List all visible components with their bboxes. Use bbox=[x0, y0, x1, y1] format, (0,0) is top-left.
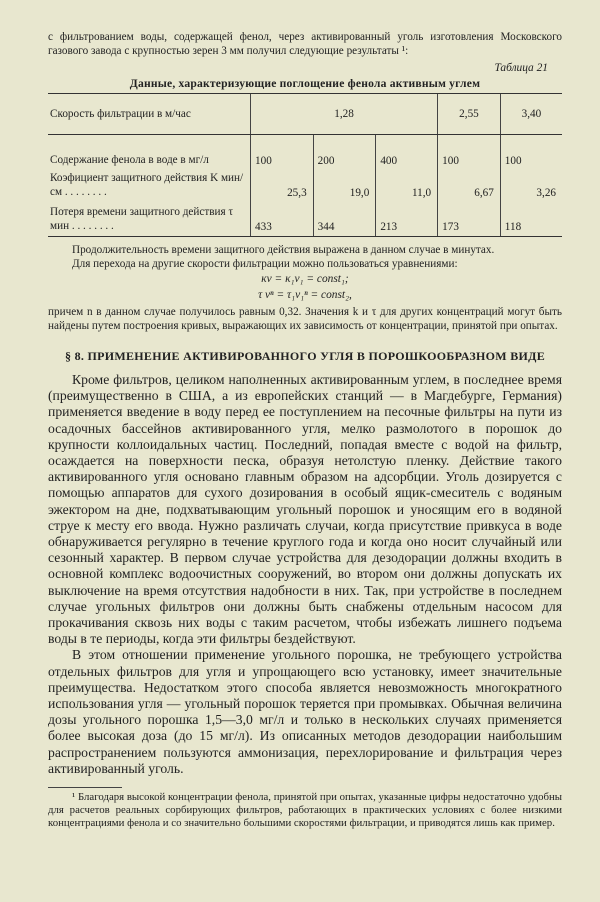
table-cell: 344 bbox=[313, 199, 376, 237]
table-cell: 19,0 bbox=[313, 167, 376, 199]
table-cell: 433 bbox=[251, 199, 314, 237]
table-cell: 25,3 bbox=[251, 167, 314, 199]
note-equations: Для перехода на другие скорости фильтрации можно пользоваться уравнениями: bbox=[72, 258, 458, 270]
formula-2: τ vⁿ = τ₁v₁ⁿ = const₂, bbox=[258, 289, 352, 301]
table-cell: 11,0 bbox=[376, 167, 438, 199]
note-exponent: причем n в данном случае получилось равным 0,32. Значения k и τ для других концентраций могут быть найдены путем построения кривых, выражающих их зависимость от концентрации, принятой при опытах. bbox=[48, 306, 562, 332]
table-title: Данные, характеризующие поглощение фенола активным углем bbox=[129, 77, 481, 90]
footnote-divider bbox=[48, 787, 122, 788]
table-header-speed: 3,40 bbox=[500, 94, 562, 135]
footnote: ¹ Благодаря высокой концентрации фенола, принятой при опытах, указанные цифры недостаточно удобны для расчетов реальных сорбирующих фильтров, работающих в практических условиях с более низкими концентрациями фенола и со значительно большими скоростями фильтрации, и приводятся лишь как пример. bbox=[48, 791, 562, 830]
paragraph-1: Кроме фильтров, целиком наполненных активированным углем, в последнее время (преимущественно в США, а из европейских станций — в Магдебурге, Германия) применяется введение в воду перед ее поступлением на песочные фильтры на пути из осадочных бассейнов активированного угля, мелко размолотого в порошок до крупности коллоидальных частиц. Последний, попадая вместе с водой на фильтр, осаждается на поверхности песка, образуя нетолстую пленку. Действие такого активированного угля основано главным образом на адсорбции. Уголь дозируется с помощью аппаратов для сухого дозирования в особый ящик-смеситель с водяным эжектором на дне, подхватывающим угольный порошок и уносящим его в водяной струе к месту его ввода. Нужно различать случаи, когда присутствие привкуса в воде обнаруживается регулярно в течение круглого года и когда оно носит случайный или сезонный характер. В первом случае устройства для дезодорации должны входить в основной комплекс водоочистных сооружений, во втором они должны допускать их выключение на время отсутствия надобности в них. Так, при устройстве в последнем случае угольных фильтров они должны быть снабжены отдельным насосом для прокачивания сквозь них воды с таким расчетом, чтобы избежать лишнего подъема воды в те периоды, когда эти фильтры бездействуют. bbox=[48, 372, 562, 647]
table-row bbox=[48, 135, 562, 168]
table-cell: 100 bbox=[438, 135, 501, 168]
table-cell: 118 bbox=[500, 199, 562, 237]
intro-text: с фильтрованием воды, содержащей фенол, через активированный уголь изготовления Московского газового завода с крупностью зерен 3 мм получил следующие результаты ¹: bbox=[48, 31, 562, 57]
table-caption: Таблица 21 bbox=[494, 62, 548, 74]
table-cell: 100 bbox=[251, 135, 314, 168]
table-cell: 100 bbox=[500, 135, 562, 168]
paragraph-2: В этом отношении применение угольного порошка, не требующего устройства отдельных фильтров для угля и упрощающего всю установку, имеет значительные преимущества. Недостатком этого способа является невозможность многократного использования угля — угольный порошок теряется при промывках. Обычная величина дозы угольного порошка 1,5—3,0 мг/л и только в нескольких случаях применяется более высокая доза (до 15 мг/л). Из описанных методов дезодорации наибольшим распространением пользуются аммонизация, перехлорирование и фильтрация через активированный уголь. bbox=[48, 647, 562, 776]
table-row bbox=[48, 199, 562, 237]
note-duration: Продолжительность времени защитного действия выражена в данном случае в минутах. bbox=[72, 244, 495, 256]
table-cell: 6,67 bbox=[438, 167, 501, 199]
table-cell: 3,26 bbox=[500, 167, 562, 199]
table-row bbox=[48, 167, 562, 199]
table-header-row bbox=[48, 94, 562, 135]
table-header-label: Скорость фильтрации в м/час bbox=[48, 94, 251, 135]
phenol-absorption-table bbox=[48, 93, 562, 237]
section-heading: § 8. ПРИМЕНЕНИЕ АКТИВИРОВАННОГО УГЛЯ В ПОРОШКООБРАЗНОМ ВИДЕ bbox=[64, 349, 546, 363]
table-cell: 400 bbox=[376, 135, 438, 168]
row-label: Потеря времени защитного действия τ мин . . . . . . . . bbox=[48, 199, 251, 237]
table-header-speed: 2,55 bbox=[438, 94, 501, 135]
formula-1: кv = κ₁v₁ = const₁; bbox=[261, 273, 349, 285]
row-label: Коэфициент защитного действия K мин/см . . . . . . . . bbox=[50, 172, 244, 198]
row-label: Содержание фенола в воде в мг/л bbox=[50, 154, 209, 166]
table-header-speed: 1,28 bbox=[251, 94, 438, 135]
table-cell: 173 bbox=[438, 199, 501, 237]
table-cell: 213 bbox=[376, 199, 438, 237]
table-cell: 200 bbox=[313, 135, 376, 168]
